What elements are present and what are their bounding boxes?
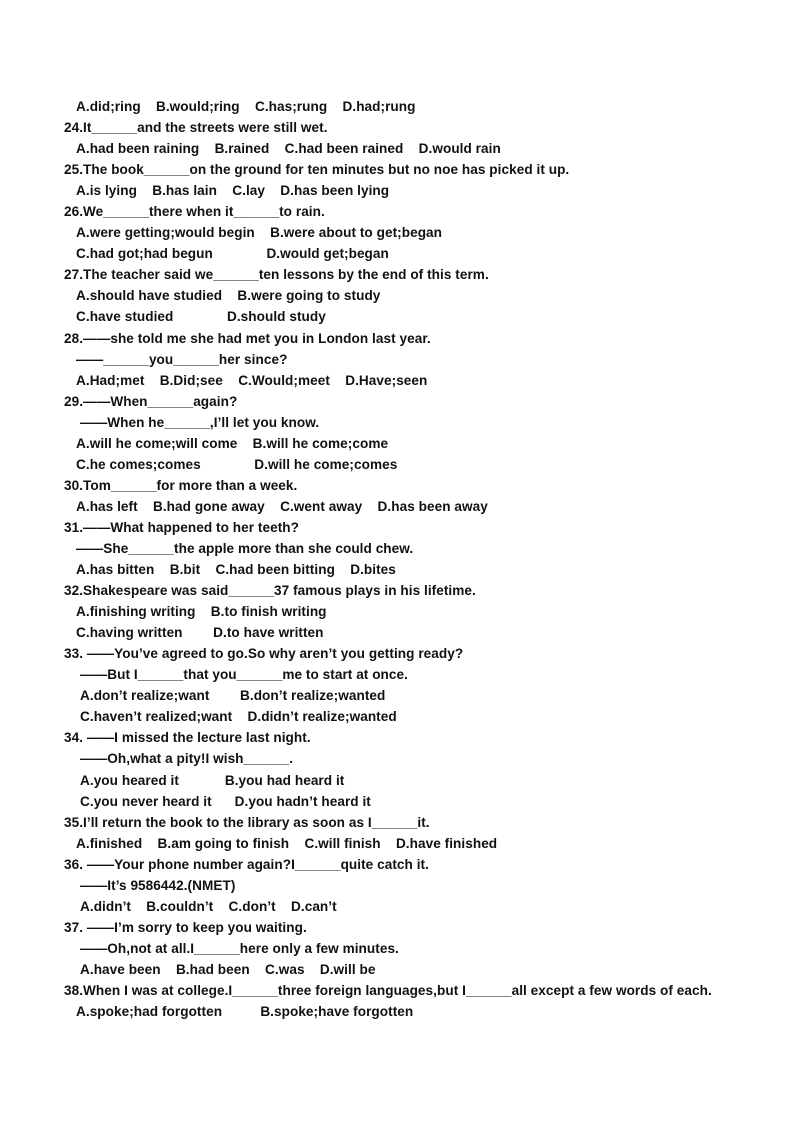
question-line: 37. ——I’m sorry to keep you waiting. bbox=[64, 919, 307, 935]
question-line: 36. ——Your phone number again?I______quite catch it. bbox=[64, 856, 429, 872]
dialogue-line: ——It’s 9586442.(NMET) bbox=[80, 877, 236, 893]
question-line: 34. ——I missed the lecture last night. bbox=[64, 730, 311, 746]
option-line: A.Had;met B.Did;see C.Would;meet D.Have;seen bbox=[76, 372, 428, 388]
option-line: A.have been B.had been C.was D.will be bbox=[80, 961, 376, 977]
option-line: C.you never heard it D.you hadn’t heard it bbox=[80, 793, 371, 809]
dialogue-line: ——She______the apple more than she could chew. bbox=[76, 540, 414, 556]
option-line: A.were getting;would begin B.were about to get;began bbox=[76, 225, 443, 241]
question-line: 26.We______there when it______to rain. bbox=[64, 204, 325, 220]
option-line: C.have studied D.should study bbox=[76, 309, 326, 325]
question-line: 28.——she told me she had met you in London last year. bbox=[64, 330, 431, 346]
question-line: 31.——What happened to her teeth? bbox=[64, 519, 299, 535]
question-line: 30.Tom______for more than a week. bbox=[64, 477, 298, 493]
dialogue-line: ——Oh,what a pity!I wish______. bbox=[80, 751, 294, 767]
option-line: A.finished B.am going to finish C.will finish D.have finished bbox=[76, 835, 498, 851]
option-line: A.finishing writing B.to finish writing bbox=[76, 604, 327, 620]
option-line: A.had been raining B.rained C.had been rained D.would rain bbox=[76, 141, 501, 157]
question-line: 25.The book______on the ground for ten minutes but no noe has picked it up. bbox=[64, 162, 570, 178]
option-line: A.has left B.had gone away C.went away D.has been away bbox=[76, 498, 488, 514]
option-line: A.you heared it B.you had heard it bbox=[80, 772, 345, 788]
option-line: C.haven’t realized;want D.didn’t realize;wanted bbox=[80, 709, 397, 725]
dialogue-line: ——When he______,I’ll let you know. bbox=[80, 414, 320, 430]
question-line: 32.Shakespeare was said______37 famous plays in his lifetime. bbox=[64, 583, 476, 599]
dialogue-line: ——But I______that you______me to start at once. bbox=[80, 667, 408, 683]
question-line: 24.It______and the streets were still wet. bbox=[64, 120, 328, 136]
question-line: 35.I’ll return the book to the library as soon as I______it. bbox=[64, 814, 430, 830]
question-line: 33. ——You’ve agreed to go.So why aren’t you getting ready? bbox=[64, 646, 464, 662]
question-line: 38.When I was at college.I______three foreign languages,but I______all except a few words of each. bbox=[64, 982, 712, 998]
option-line: A.didn’t B.couldn’t C.don’t D.can’t bbox=[80, 898, 337, 914]
option-line: C.he comes;comes D.will he come;comes bbox=[76, 456, 398, 472]
question-list bbox=[0, 96, 800, 1022]
option-line: A.will he come;will come B.will he come;come bbox=[76, 435, 389, 451]
option-line: A.should have studied B.were going to study bbox=[76, 288, 381, 304]
option-line: A.is lying B.has lain C.lay D.has been lying bbox=[76, 183, 390, 199]
option-line: A.did;ring B.would;ring C.has;rung D.had;rung bbox=[76, 99, 416, 114]
option-line: A.has bitten B.bit C.had been bitting D.bites bbox=[76, 562, 396, 578]
option-line: A.don’t realize;want B.don’t realize;wanted bbox=[80, 688, 386, 704]
option-line: C.having written D.to have written bbox=[76, 625, 324, 641]
question-line: 29.——When______again? bbox=[64, 393, 238, 409]
dialogue-line: ——______you______her since? bbox=[76, 351, 288, 367]
question-line: 27.The teacher said we______ten lessons by the end of this term. bbox=[64, 267, 489, 283]
option-line: C.had got;had begun D.would get;began bbox=[76, 246, 389, 262]
dialogue-line: ——Oh,not at all.I______here only a few minutes. bbox=[80, 940, 399, 956]
option-line: A.spoke;had forgotten B.spoke;have forgotten bbox=[76, 1004, 414, 1020]
